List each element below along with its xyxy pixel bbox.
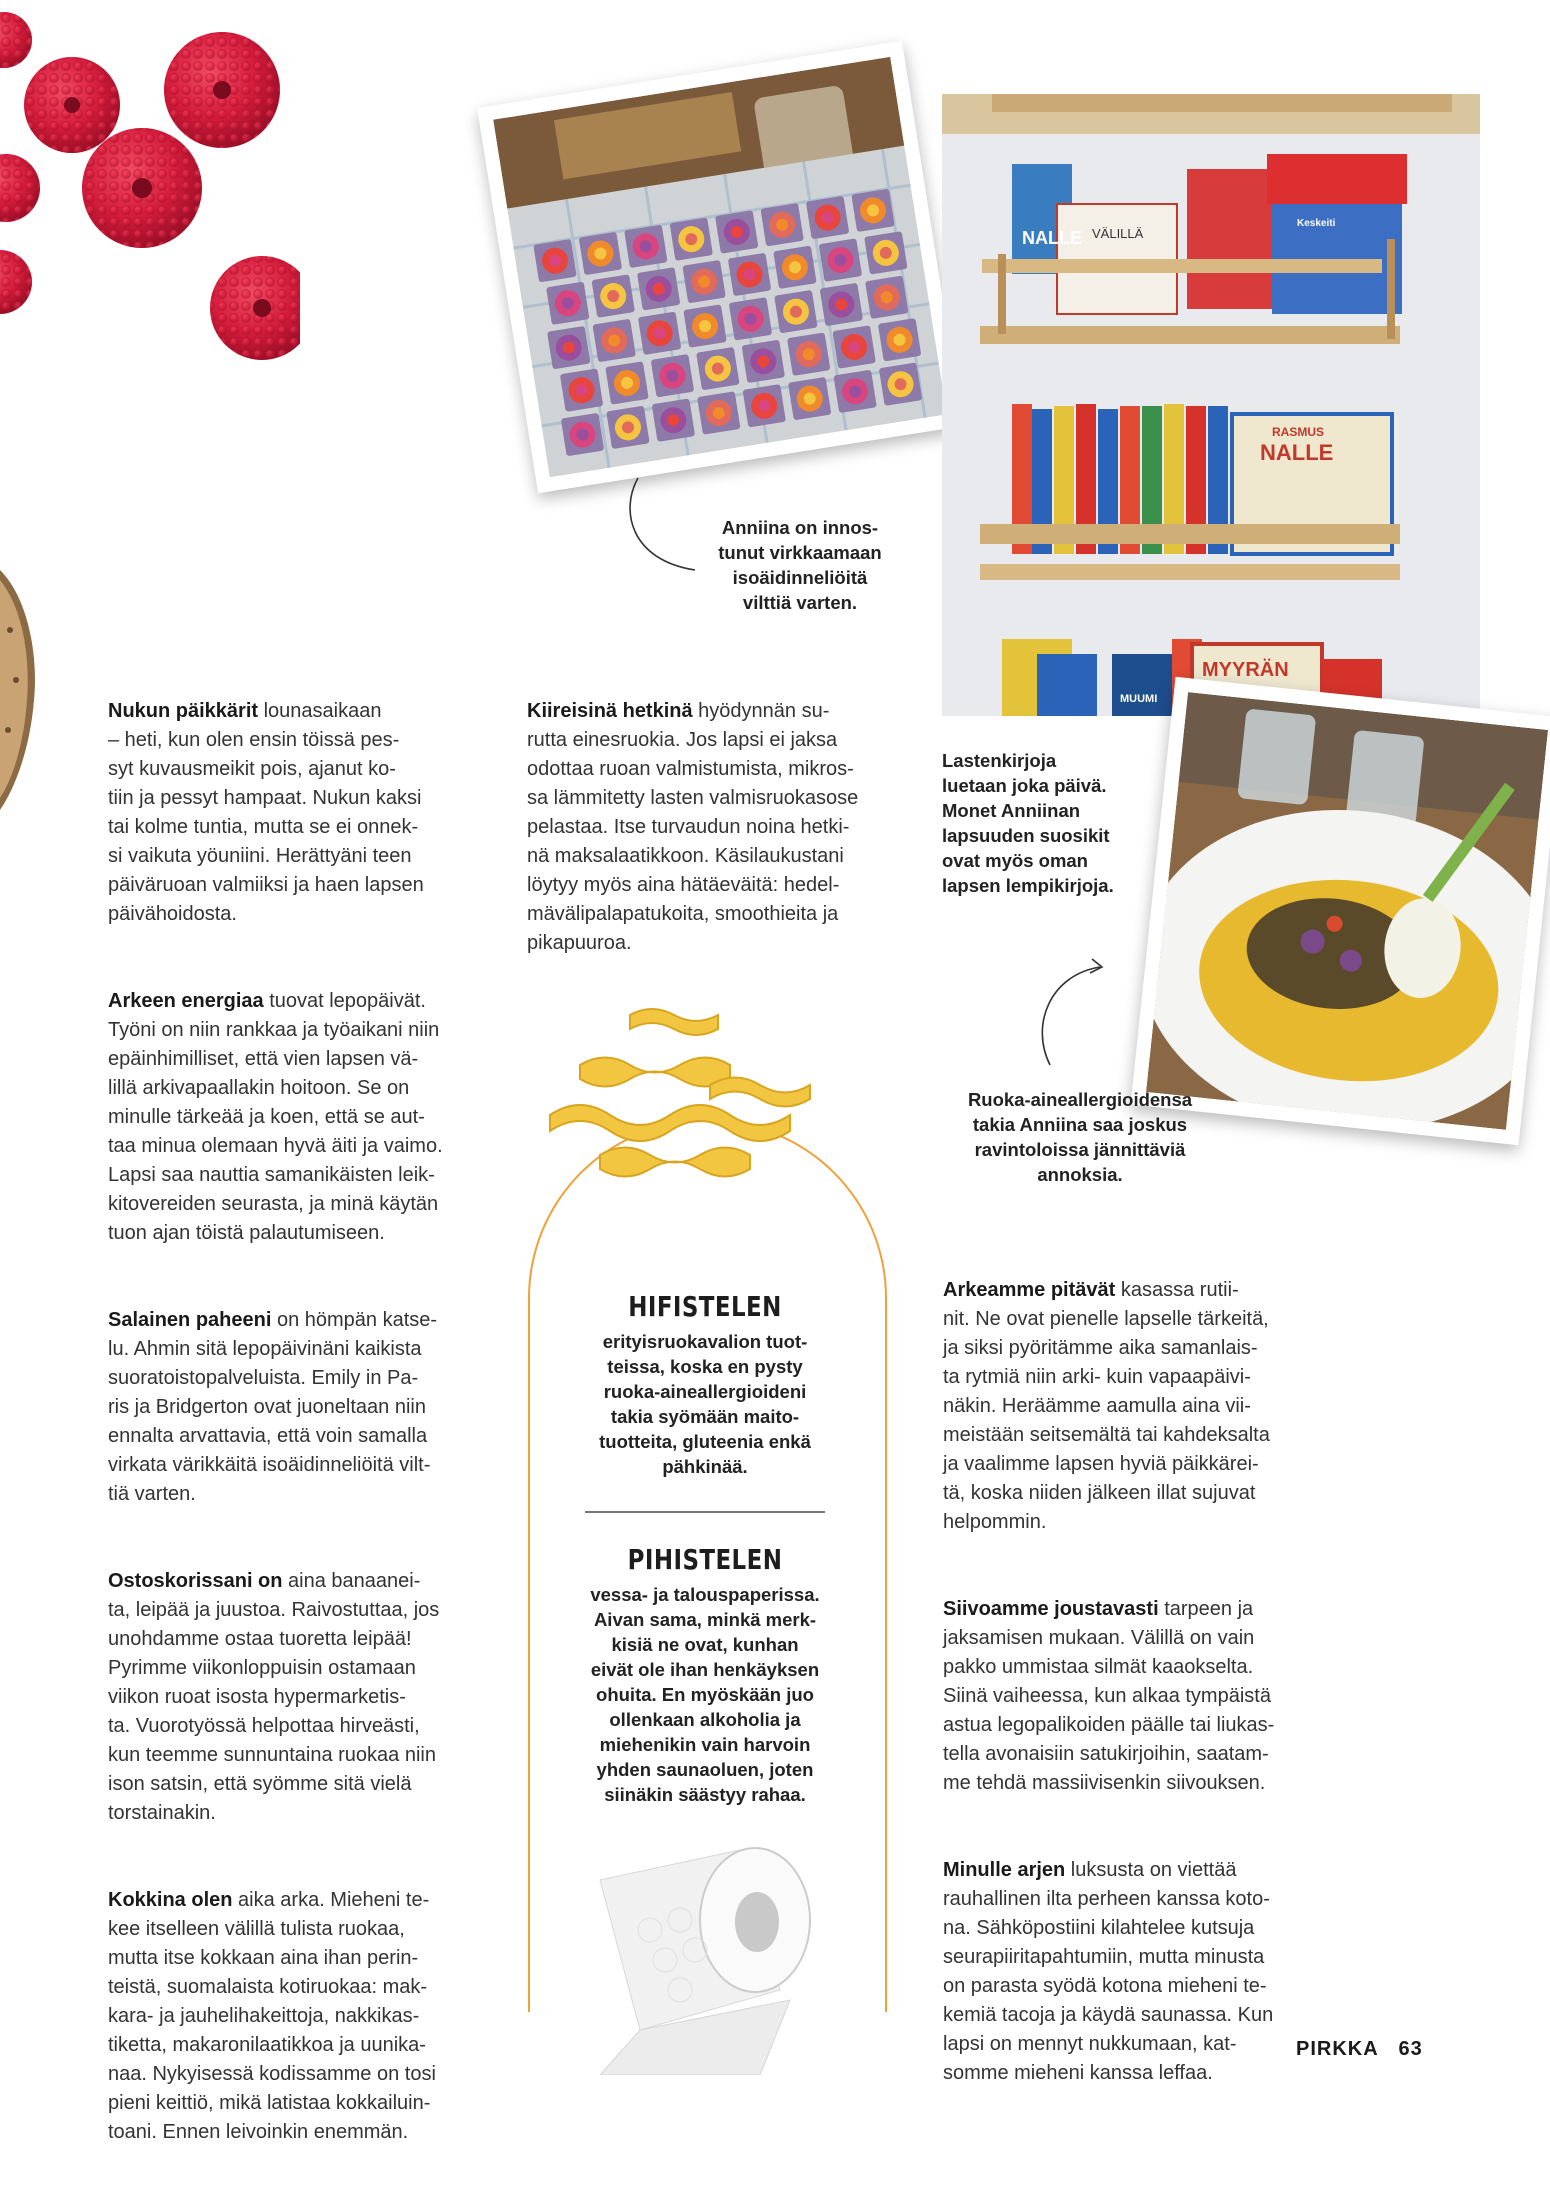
paragraph-nap [108,697,478,929]
text-nap: lounasaikaan – heti, kun olen ensin töissä pes- syt kuvausmeikit pois, ajanut ko- tiin ja pessyt hampaat. Nukun kaksi tai kolme tuntia, mutta se ei onnek- si vaikuta yöuniini. Herättyäni teen päiväruoan valmiiksi ja haen lapsen päivähoidosta. [108,700,424,925]
box-divider [585,1511,825,1513]
text-cleaning: tarpeen ja jaksamisen mukaan. Välillä on vain pakko ummistaa silmät kaaokselta. Siinä vaiheessa, kun alkaa tympäistä astua legopalikoiden päälle tai liukas- tella avonaisiin satukirjoihin, saatam- me tehdä massiivisenkin siivouksen. [943,1598,1275,1794]
crochet-caption-arrow [620,470,710,580]
paragraph-cooking [108,1886,478,2147]
page-number: 63 [1398,2038,1423,2060]
shelf-2 [980,404,1400,580]
bookshelf-photo [942,94,1480,716]
book-title-nalle-2: NALLE [1260,440,1334,465]
food-photo [1131,677,1550,1145]
food-photo-image [1146,692,1548,1130]
text-shopping: aina banaanei- ta, leipää ja juustoa. Raivostuttaa, jos unohdamme ostaa tuoretta leipää! Pyrimme viikonloppuisin ostamaan viikon ruoat isosta hypermarketis- ta. Vuorotyössä helpottaa hirveästi, kun teemme sunnuntaina ruokaa niin ison satsin, että syömme sitä vielä torstainakin. [108,1570,440,1824]
lead-energy: Arkeen energiaa [108,990,264,1012]
crochet-photo [477,41,963,493]
paragraph-routines [943,1276,1313,1537]
raspberries-image [0,0,300,380]
text-busy: hyödynnän su- rutta einesruokia. Jos lapsi ei jaksa odottaa ruoan valmistumista, mikros- sa lämmitetty lasten valmisruokasose pelastaa. Itse turvaudun noina hetki- nä maksalaatikkoon. Käsilaukustani löytyy myös aina hätäeväitä: hedel- mävälipalapatukoita, smoothieita ja pikapuuroa. [527,700,859,954]
books-caption: Lastenkirjoja luetaan joka päivä. Monet Anniinan lapsuuden suosikit ovat myös oman lapsen lempikirjoja. [942,750,1114,896]
hifistelen-heading: HIFISTELEN [628,1290,782,1323]
magazine-name: PIRKKA [1296,2038,1378,2060]
lead-busy: Kiireisinä hetkinä [527,700,693,722]
pihistelen-text: vessa- ja talouspaperissa. Aivan sama, minkä merk- kisiä ne ovat, kunhan eivät ole ihan henkäyksen ohuita. En myöskään juo ollenkaan alkoholia ja miehenikin vain harvoin yhden saunaoluen, joten siinäkin säästyy rahaa. [590,1584,820,1805]
paragraph-cleaning [943,1595,1313,1798]
lead-luxury: Minulle arjen [943,1859,1066,1881]
food-caption-arrow [1030,955,1120,1075]
middle-column [527,668,897,1016]
pihistelen-heading: PIHISTELEN [627,1543,783,1576]
crochet-caption: Anniina on innos- tunut virkkaamaan isoäidinneliöitä vilttiä varten. [718,517,882,613]
crochet-photo-image [493,57,947,477]
paragraph-energy [108,987,478,1248]
lead-nap: Nukun päikkärit [108,700,259,722]
paragraph-luxury [943,1856,1313,2088]
hifistelen-text: erityisruokavalion tuot- teissa, koska en pysty ruoka-aineallergioideni takia syömään maito- tuotteita, gluteenia enkä pähkinää. [599,1331,811,1477]
right-column [943,1247,1313,2146]
text-luxury: luksusta on viettää rauhallinen ilta perheen kanssa koto- na. Sähköpostiini kilahtelee kutsuja seurapiiritapahtumiin, mutta minusta on parasta syödä kotona mieheni te- kemiä tacoja ja käydä saunassa. Kun lapsi on mennyt nukkumaan, kat- somme mieheni kanssa leffaa. [943,1859,1274,2084]
text-energy: tuovat lepopäivät. Työni on niin rankkaa ja työaikani niin epäinhimilliset, että vien lapsen vä- lillä arkivapaallakin hoitoon. Se on minulle tärkeää ja koen, että se aut- taa minua olemaan hyvä äiti ja vaimo. Lapsi saa nauttia samanikäisten leik- kitovereiden seurasta, ja minä käytän tuon ajan töistä palautumiseen. [108,990,443,1244]
lead-vice: Salainen paheeni [108,1309,272,1331]
book-title-myyran: MYYRÄN [1202,659,1289,681]
lead-cooking: Kokkina olen [108,1889,233,1911]
lead-shopping: Ostoskorissani on [108,1570,283,1592]
book-title-muumi: MUUMI [1120,693,1158,705]
lead-cleaning: Siivoamme joustavasti [943,1598,1159,1620]
pasta-image [510,975,880,1215]
text-cooking: aika arka. Mieheni te- kee itselleen välillä tulista ruokaa, mutta itse kokkaan aina ihan perin- teistä, suomalaista kotiruokaa: mak- kara- ja jauhelihakeittoja, nakkikas- tiketta, makaronilaatikkoa ja uunika- naa. Nykyisessä kodissamme on tosi pieni keittiö, mikä latistaa kokkailuin- toani. Ennen leivoinkin enemmän. [108,1889,436,2143]
book-title-valilla: VÄLILLÄ [1092,226,1144,241]
left-column [108,668,478,2205]
page-footer [1296,2038,1423,2061]
text-routines: kasassa rutii- nit. Ne ovat pienelle lapselle tärkeitä, ja siksi pyöritämme aika samanlais- ta rytmiä niin arki- kuin vapaapäivi- näkin. Heräämme aamulla aina vii- meistään seitsemältä tai kahdeksalta ja vaalimme lapsen hyviä päikkärei- tä, koska niiden jälkeen illat sujuvat helpommin. [943,1279,1270,1533]
paragraph-busy [527,697,897,958]
book-title-nalle-1: NALLE [1022,228,1082,248]
food-caption: Ruoka-aineallergioidensa takia Anniina saa joskus ravintoloissa jännittäviä annoksia. [967,1089,1193,1185]
text-vice: on hömpän katse- lu. Ahmin sitä lepopäivinäni kaikista suoratoistopalveluista. Emily in Pa- ris ja Bridgerton ovat juoneltaan niin ennalta arvattavia, että voin samalla virkata värikkäitä isoäidinneliöitä vilt- tiä varten. [108,1309,438,1505]
lead-routines: Arkeamme pitävät [943,1279,1116,1301]
paragraph-vice [108,1306,478,1509]
bread-image [0,570,40,810]
toilet-paper-image [560,1840,830,2075]
book-title-kesakeitti: Keskeiti [1297,218,1336,229]
book-title-rasmus: RASMUS [1272,425,1325,439]
box-content [560,1290,850,1807]
paragraph-shopping [108,1567,478,1828]
